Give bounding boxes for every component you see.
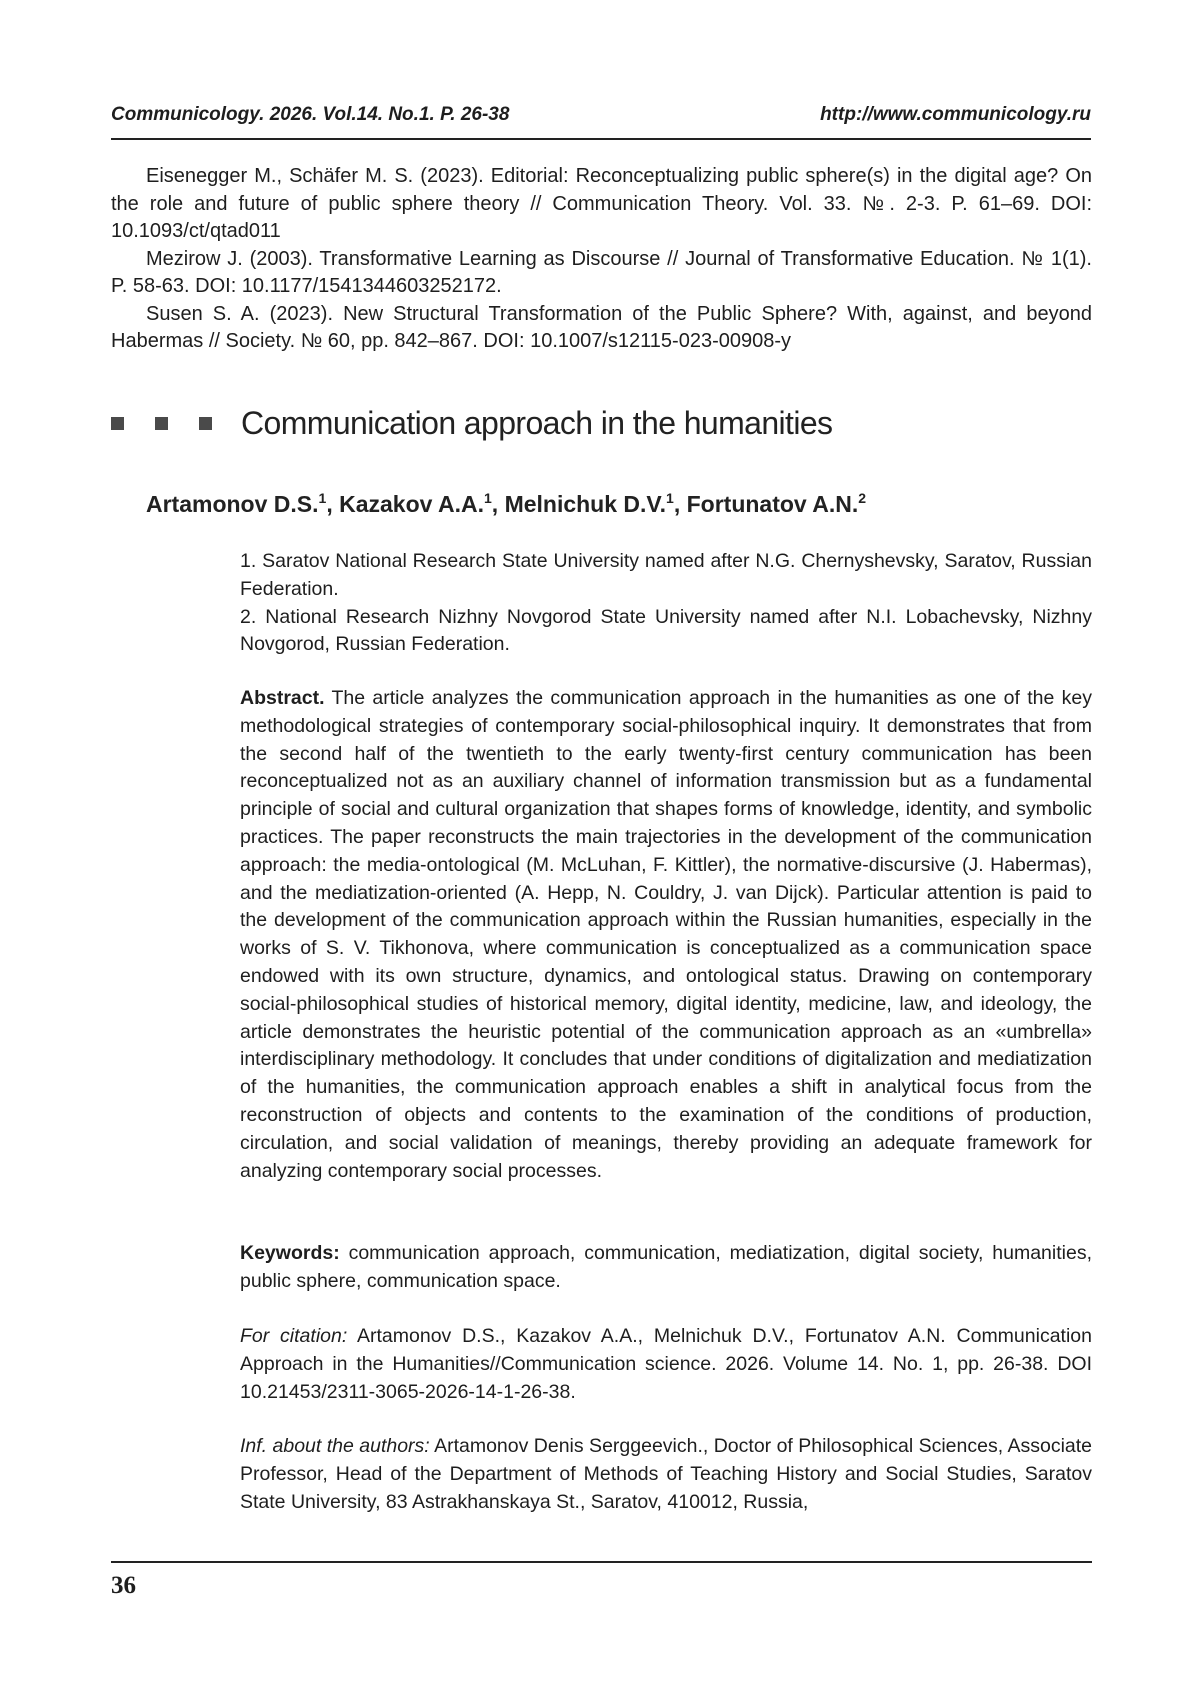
reference-item: Susen S. A. (2023). New Structural Transformation of the Public Sphere? With, against, and beyond Habermas // Society. № 60, pp. 842–867. DOI: 10.1007/s12115-023-00908-y: [111, 302, 1092, 352]
page-number: 36: [111, 1572, 136, 1599]
author-affiliation-mark: 1: [483, 490, 492, 506]
journal-citation: Communicology. 2026. Vol.14. No.1. P. 26-38: [111, 104, 510, 125]
keywords: [240, 1240, 1092, 1296]
square-bullet-icon: [155, 417, 168, 430]
authors-info-label: Inf. about the authors:: [240, 1435, 430, 1457]
citation: [240, 1323, 1092, 1406]
keywords-label: Keywords:: [240, 1242, 340, 1264]
affiliations: [240, 548, 1092, 659]
abstract-text: The article analyzes the communication approach in the humanities as one of the key methodological strategies of contemporary social-philosophical inquiry. It demonstrates that from the second half of the twentieth to the early twenty-first century communication has been reconceptualized not as an auxiliary channel of information transmission but as a fundamental principle of social and cultural organization that shapes forms of knowledge, identity, and symbolic practices. The paper reconstructs the main trajectories in the development of the communication approach: the media-ontological (M. McLuhan, F. Kittler), the normative-discursive (J. Habermas), and the mediatization-oriented (A. Hepp, N. Couldry, J. van Dijck). Particular attention is paid to the development of the communication approach within the Russian humanities, especially in the works of S. V. Tikhonova, where communication is conceptualized as a communication space endowed with its own structure, dynamics, and ontological status. Drawing on contemporary social-philosophical studies of historical memory, digital identity, medicine, law, and ideology, the article demonstrates the heuristic potential of the communication approach as an «umbrella» interdisciplinary methodology. It concludes that under conditions of digitalization and mediatization of the humanities, the communication approach enables a shift in analytical focus from the reconstruction of objects and contents to the examination of the conditions of production, circulation, and social validation of meanings, thereby providing an adequate framework for analyzing contemporary social processes.: [240, 687, 1092, 1182]
author-affiliation-mark: 1: [318, 490, 327, 506]
keywords-text: communication approach, communication, mediatization, digital society, humanities, public sphere, communication space.: [240, 1242, 1092, 1292]
reference-item: Eisenegger M., Schäfer M. S. (2023). Editorial: Reconceptualizing public sphere(s) in the digital age? On the role and future of public sphere theory // Communication Theory. Vol. 33. №. 2-3. P. 61–69. DOI: 10.1093/ct/qtad011: [111, 165, 1092, 242]
author-separator: ,: [326, 491, 340, 517]
author-name: Melnichuk D.V.: [504, 491, 667, 517]
author-name: Fortunatov A.N.: [686, 491, 859, 517]
journal-url[interactable]: http://www.communicology.ru: [820, 104, 1091, 125]
affiliation-item: 2. National Research Nizhny Novgorod State University named after N.I. Lobachevsky, Nizhny Novgorod, Russian Federation.: [240, 605, 1092, 656]
author-name: Kazakov A.A.: [339, 491, 484, 517]
affiliation-item: 1. Saratov National Research State University named after N.G. Chernyshevsky, Saratov, Russian Federation.: [240, 550, 1092, 600]
authors-info: [240, 1433, 1092, 1516]
author-name: Artamonov D.S.: [146, 491, 319, 517]
abstract: [240, 685, 1092, 1185]
citation-label: For citation:: [240, 1325, 348, 1347]
author-separator: ,: [673, 491, 687, 517]
citation-text: Artamonov D.S., Kazakov A.A., Melnichuk D.V., Fortunatov A.N. Communication Approach in the Humanities//Communication science. 2026. Volume 14. No. 1, pp. 26-38. DOI 10.21453/2311-3065-2026-14-1-26-38.: [240, 1325, 1092, 1403]
reference-item: Mezirow J. (2003). Transformative Learning as Discourse // Journal of Transformative Education. № 1(1). P. 58-63. DOI: 10.1177/1541344603252172.: [111, 247, 1092, 297]
article-title: Communication approach in the humanities: [241, 405, 833, 441]
footer-divider: [111, 1561, 1092, 1563]
reference-list: [111, 163, 1092, 356]
running-header: [111, 104, 1091, 140]
abstract-label: Abstract.: [240, 687, 325, 709]
author-affiliation-mark: 1: [666, 490, 674, 506]
authors-info-text: Artamonov Denis Serggeevich., Doctor of Philosophical Sciences, Associate Professor, Head of the Department of Methods of Teaching History and Social Studies, Saratov State University, 83 Astrakhanskaya St., Saratov, 410012, Russia,: [240, 1435, 1093, 1513]
square-bullet-icon: [199, 417, 212, 430]
author-list: [146, 490, 866, 518]
author-affiliation-mark: 2: [858, 490, 867, 506]
author-separator: ,: [491, 491, 505, 517]
section-heading: [111, 405, 832, 442]
square-bullet-icon: [111, 417, 124, 430]
